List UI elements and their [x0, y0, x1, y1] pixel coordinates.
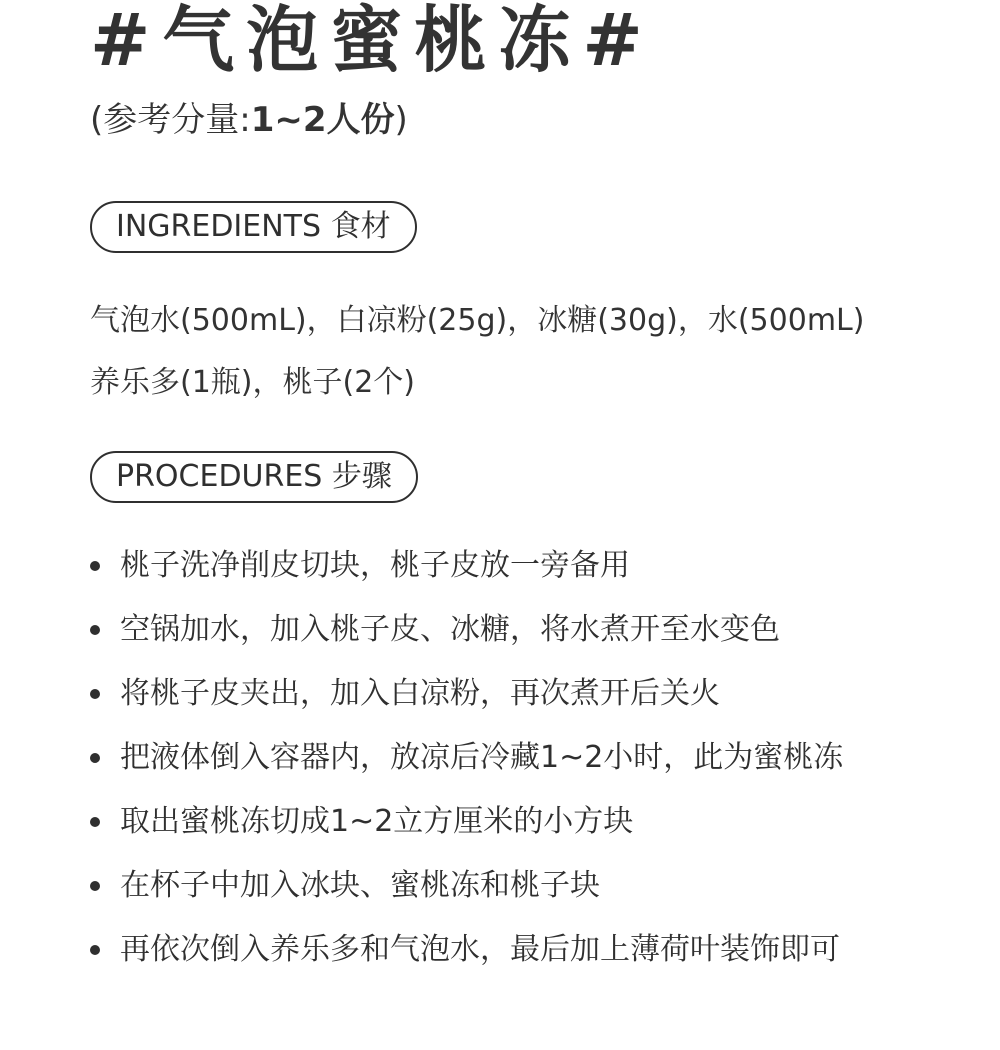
procedure-step — [90, 662, 843, 726]
bullet-icon — [90, 945, 100, 955]
procedure-step — [90, 598, 843, 662]
bullet-icon — [90, 561, 100, 571]
ingredients-line: 养乐多(1瓶)，桃子(2个) — [90, 365, 415, 400]
ingredients-heading: INGREDIENTS 食材 — [90, 201, 417, 253]
procedure-step — [90, 726, 843, 790]
procedure-step — [90, 534, 843, 598]
ingredients-list — [90, 290, 970, 414]
procedure-step — [90, 918, 843, 982]
procedure-step-text: 桃子洗净削皮切块，桃子皮放一旁备用 — [120, 548, 630, 583]
procedures-heading: PROCEDURES 步骤 — [90, 451, 418, 503]
procedure-step-text: 将桃子皮夹出，加入白凉粉，再次煮开后关火 — [120, 676, 720, 711]
bullet-icon — [90, 817, 100, 827]
serving-size-suffix: ) — [394, 100, 408, 140]
bullet-icon — [90, 689, 100, 699]
procedure-step-text: 空锅加水，加入桃子皮、冰糖，将水煮开至水变色 — [120, 612, 780, 647]
bullet-icon — [90, 625, 100, 635]
serving-size-prefix: (参考分量: — [90, 100, 251, 140]
bullet-icon — [90, 881, 100, 891]
procedure-steps — [90, 534, 843, 982]
bullet-icon — [90, 753, 100, 763]
procedure-step — [90, 854, 843, 918]
procedure-step-text: 在杯子中加入冰块、蜜桃冻和桃子块 — [120, 868, 600, 903]
recipe-title: #气泡蜜桃冻# — [90, 0, 655, 82]
procedure-step — [90, 790, 843, 854]
procedure-step-text: 取出蜜桃冻切成1~2立方厘米的小方块 — [120, 804, 634, 839]
ingredients-line: 气泡水(500mL)，白凉粉(25g)，冰糖(30g)，水(500mL) — [90, 303, 865, 338]
serving-size-amount: 1~2人份 — [250, 100, 395, 140]
procedure-step-text: 再依次倒入养乐多和气泡水，最后加上薄荷叶装饰即可 — [120, 932, 840, 967]
procedure-step-text: 把液体倒入容器内，放凉后冷藏1~2小时，此为蜜桃冻 — [120, 740, 844, 775]
serving-size — [90, 96, 408, 144]
